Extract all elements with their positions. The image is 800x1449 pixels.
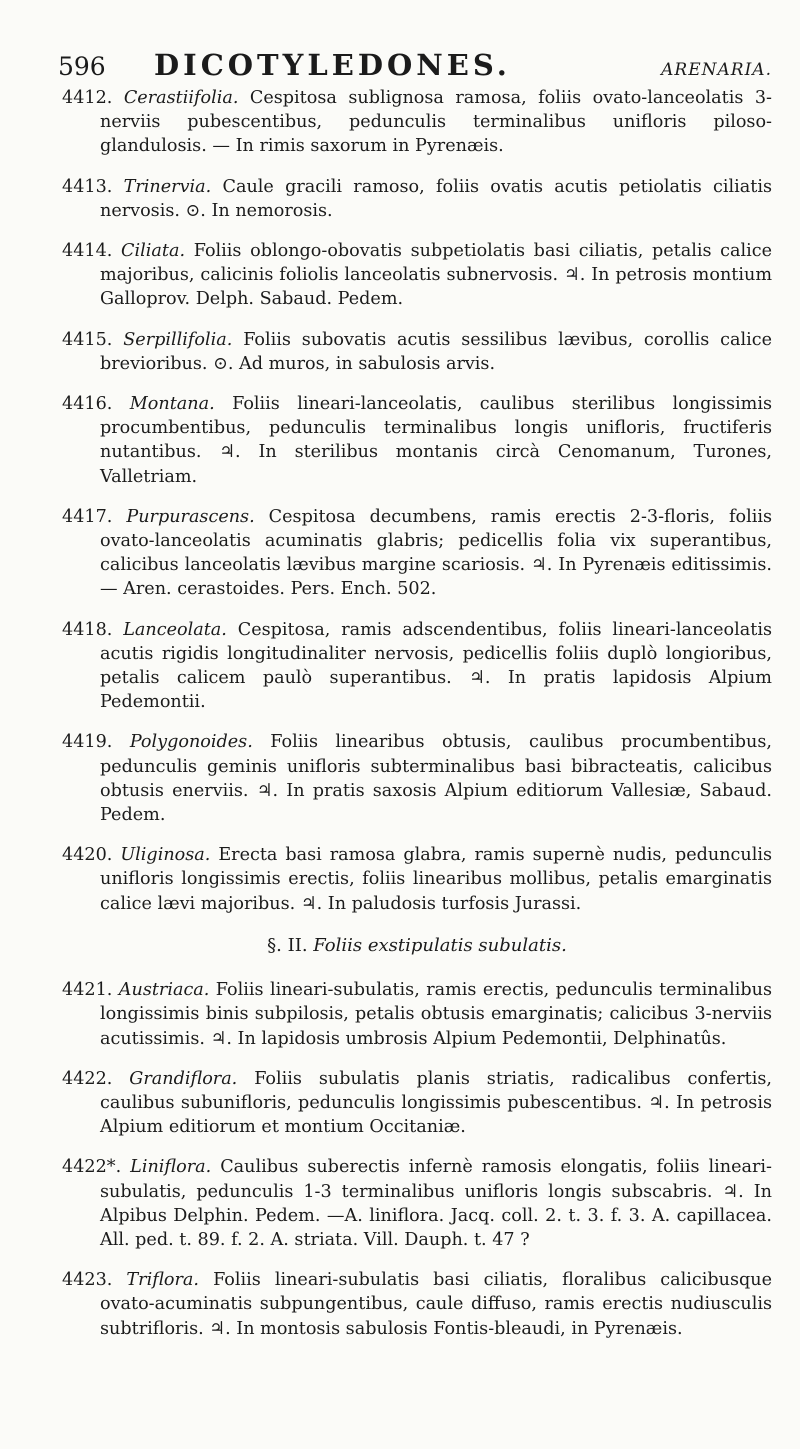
species-entry: [62, 175, 772, 223]
entry-number: 4414.: [62, 241, 113, 262]
entry-number: 4421.: [62, 980, 113, 1001]
entry-number: 4419.: [62, 732, 113, 753]
species-name: Liniflora.: [130, 1157, 212, 1178]
species-name: Trinervia.: [123, 176, 212, 197]
entry-number: 4413.: [62, 176, 113, 197]
species-name: Uliginosa.: [120, 845, 211, 866]
species-name: Montana.: [129, 394, 215, 415]
species-name: Polygonoides.: [129, 732, 253, 753]
entry-number: 4412.: [62, 88, 113, 108]
entry-number: 4422*.: [62, 1157, 122, 1178]
entry-description: Foliis linearibus obtusis, caulibus procumbentibus, pedunculis geminis unifloris subterminalibus basi bibracteatis, calicibus obtusis enerviis. ♃. In pratis saxosis Alpium editiorum Vallesiæ, Sabaud. Pedem.: [100, 732, 772, 826]
species-name: Purpurascens.: [126, 506, 255, 527]
species-entry: [62, 843, 772, 916]
species-entry: [62, 505, 772, 602]
entry-number: 4422.: [62, 1068, 113, 1089]
entry-number: 4415.: [62, 329, 113, 350]
page-header: [58, 48, 772, 84]
entry-description: Cespitosa decumbens, ramis erectis 2-3-floris, foliis ovato-lanceolatis acuminatis glabris; pedicellis folia vix superantibus, calicibus lanceolatis lævibus margine scariosis. ♃. In Pyrenæis editissimis. — Aren. cerastoides. Pers. Ench. 502.: [100, 506, 773, 600]
page-body: [62, 86, 772, 1357]
entry-description: Foliis lineari-lanceolatis, caulibus sterilibus longissimis procumbentibus, pedunculis terminalibus longis unifloris, fructiferis nutantibus. ♃. In sterilibus montanis circà Cenomanum, Turones, Valletriam.: [100, 394, 773, 487]
species-entry: [62, 618, 772, 715]
section-number: §. II.: [267, 934, 308, 956]
running-section: ARENARIA.: [661, 60, 772, 80]
entry-description: Foliis lineari-subulatis basi ciliatis, floralibus calicibusque ovato-acuminatis subpungentibus, caule diffuso, ramis erectis nudiusculis subtrifloris. ♃. In montosis sabulosis Fontis-bleaudi, in Pyrenæis.: [100, 1270, 773, 1339]
species-entry: [62, 730, 772, 827]
entry-description: Cespitosa, ramis adscendentibus, foliis lineari-lanceolatis acutis rigidis longitudinaliter nervosis, pedicellis foliis duplò longioribus, petalis calicem paulò superantibus. ♃. In pratis lapidosis Alpium Pedemontii.: [100, 619, 772, 713]
entry-number: 4423.: [62, 1270, 113, 1291]
species-name: Cerastiifolia.: [123, 88, 239, 108]
entry-description: Caulibus suberectis infernè ramosis elongatis, foliis lineari-subulatis, pedunculis 1-3 terminalibus unifloris longis subscabris. ♃. In Alpibus Delphin. Pedem. —A. liniflora. Jacq. coll. 2. t. 3. f. 3. A. capillacea. All. ped. t. 89. f. 2. A. striata. Vill. Dauph. t. 47 ?: [100, 1157, 772, 1250]
species-name: Triflora.: [126, 1270, 200, 1291]
entry-description: Cespitosa sublignosa ramosa, foliis ovato-lanceolatis 3-nerviis pubescentibus, pedunculis terminalibus unifloris piloso-glandulosis. — In rimis saxorum in Pyrenæis.: [100, 88, 772, 157]
species-entry: [62, 86, 772, 159]
entry-number: 4416.: [62, 394, 113, 415]
species-name: Ciliata.: [121, 241, 186, 262]
entry-number: 4417.: [62, 506, 113, 527]
species-entry: [62, 1268, 772, 1341]
page-number: 596: [58, 52, 106, 81]
species-entry: [62, 239, 772, 312]
species-entry: [62, 328, 772, 376]
entry-number: 4418.: [62, 619, 113, 640]
section-heading: [62, 934, 772, 958]
entry-description: Foliis lineari-subulatis, ramis erectis, pedunculis terminalibus longissimis binis subpilosis, petalis obtusis emarginatis; calicibus 3-nerviis acutissimis. ♃. In lapidosis umbrosis Alpium Pedemontii, Delphinatûs.: [100, 980, 773, 1049]
species-entry: [62, 1155, 772, 1252]
species-entry: [62, 1067, 772, 1140]
species-name: Lanceolata.: [123, 619, 227, 640]
entry-description: Foliis oblongo-obovatis subpetiolatis basi ciliatis, petalis calice majoribus, calicinis foliolis lanceolatis subnervosis. ♃. In petrosis montium Galloprov. Delph. Sabaud. Pedem.: [100, 241, 773, 310]
entry-description: Erecta basi ramosa glabra, ramis supernè nudis, pedunculis unifloris longissimis erectis, foliis linearibus mollibus, petalis emarginatis calice lævi majoribus. ♃. In paludosis turfosis Jurassi.: [100, 845, 773, 914]
entry-description: Caule gracili ramoso, foliis ovatis acutis petiolatis ciliatis nervosis. ⊙. In nemorosis.: [100, 176, 772, 221]
section-title: Foliis exstipulatis subulatis.: [313, 934, 567, 956]
species-name: Serpillifolia.: [123, 329, 233, 350]
running-title: DICOTYLEDONES.: [154, 48, 511, 82]
species-entry: [62, 392, 772, 489]
entry-description: Foliis subulatis planis striatis, radicalibus confertis, caulibus subunifloris, pedunculis longissimis pubescentibus. ♃. In petrosis Alpium editiorum et montium Occitaniæ.: [100, 1068, 772, 1138]
species-entry: [62, 978, 772, 1051]
species-name: Austriaca.: [118, 980, 210, 1001]
entry-number: 4420.: [62, 845, 113, 866]
species-name: Grandiflora.: [129, 1068, 238, 1089]
entry-description: Foliis subovatis acutis sessilibus lævibus, corollis calice brevioribus. ⊙. Ad muros, in sabulosis arvis.: [100, 329, 772, 374]
